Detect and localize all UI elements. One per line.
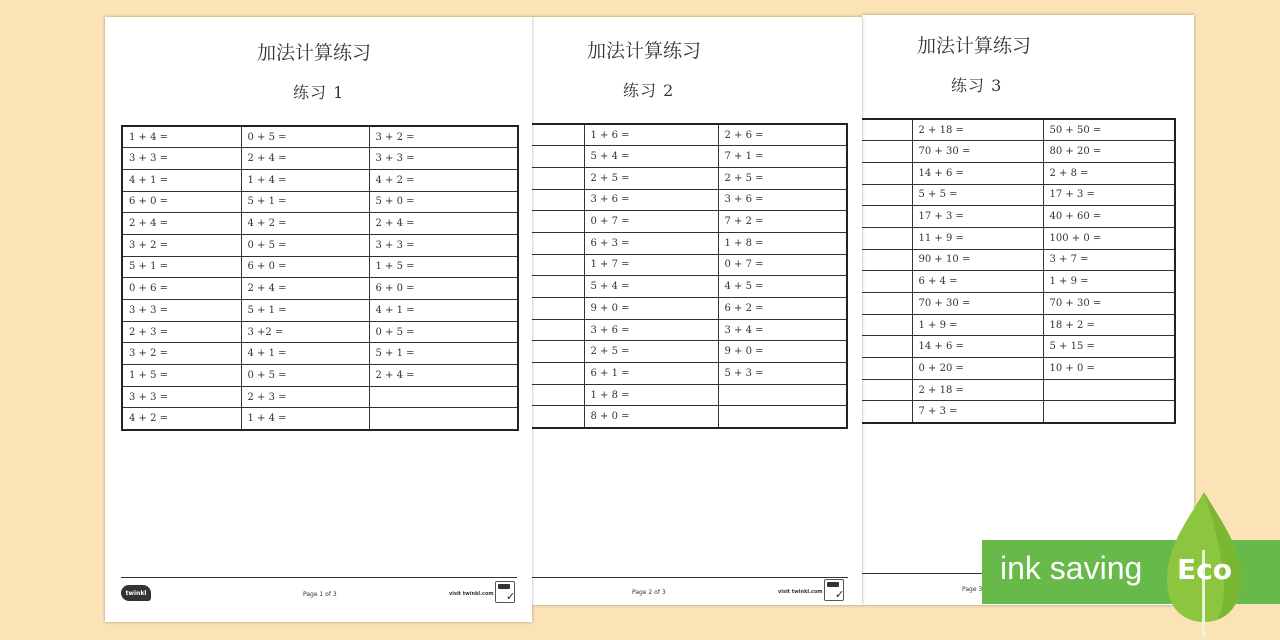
table-cell: 14 + 6 = <box>912 336 1043 358</box>
table-row <box>862 141 1175 163</box>
table-cell: 2 + 4 = <box>241 278 369 300</box>
exercise-table <box>121 125 519 431</box>
table-cell: 5 + 3 = <box>718 363 847 385</box>
table-cell <box>532 254 584 276</box>
table-cell <box>532 298 584 320</box>
table-cell: 3 + 2 = <box>369 126 518 148</box>
worksheet-page-2 <box>532 17 862 605</box>
table-cell: 4 + 2 = <box>241 213 369 235</box>
table-row <box>862 336 1175 358</box>
table-cell: 0 + 7 = <box>718 254 847 276</box>
table-cell: 3 + 6 = <box>718 189 847 211</box>
table-row <box>122 148 518 170</box>
table-cell <box>532 146 584 168</box>
table-cell: 2 + 18 = <box>912 119 1043 141</box>
table-row <box>122 321 518 343</box>
table-cell: 70 + 30 = <box>912 293 1043 315</box>
table-cell: 1 + 5 = <box>369 256 518 278</box>
table-cell <box>532 363 584 385</box>
table-cell: 1 + 4 = <box>122 126 241 148</box>
table-row <box>862 119 1175 141</box>
table-cell: 1 + 4 = <box>241 169 369 191</box>
table-cell <box>532 384 584 406</box>
table-cell: 0 + 5 = <box>241 234 369 256</box>
table-cell <box>1043 401 1175 423</box>
table-cell: 1 + 6 = <box>584 124 718 146</box>
table-cell: 3 + 6 = <box>584 319 718 341</box>
table-cell <box>369 386 518 408</box>
table-cell: 0 + 5 = <box>369 321 518 343</box>
table-cell: 3 + 7 = <box>1043 249 1175 271</box>
quality-badge-icon <box>495 581 515 603</box>
table-cell: 9 + 0 = <box>718 341 847 363</box>
table-cell: 4 + 2 = <box>122 408 241 430</box>
table-cell: 7 + 1 = <box>718 146 847 168</box>
table-cell: 5 + 1 = <box>241 300 369 322</box>
table-cell: 18 + 2 = <box>1043 314 1175 336</box>
table-row <box>122 278 518 300</box>
table-row <box>862 227 1175 249</box>
table-cell: 2 + 3 = <box>241 386 369 408</box>
ink-saving-label: ink saving <box>1000 550 1143 586</box>
table-cell: 70 + 30 = <box>1043 293 1175 315</box>
table-cell: 2 + 3 = <box>122 321 241 343</box>
exercise-subtitle: 练习 1 <box>293 83 345 102</box>
table-cell: 3 + 3 = <box>369 234 518 256</box>
table-cell: 9 + 0 = <box>584 298 718 320</box>
table-cell <box>532 406 584 428</box>
table-cell: 1 + 8 = <box>718 232 847 254</box>
table-cell: 90 + 10 = <box>912 249 1043 271</box>
table-row <box>122 365 518 387</box>
table-cell <box>862 184 912 206</box>
table-cell: 3 + 2 = <box>122 343 241 365</box>
table-cell: 2 + 4 = <box>241 148 369 170</box>
table-row <box>532 124 847 146</box>
table-cell: 6 + 1 = <box>584 363 718 385</box>
table-row <box>122 169 518 191</box>
table-row <box>532 406 847 428</box>
table-cell: 14 + 6 = <box>912 162 1043 184</box>
page-number: Page 2 of 3 <box>632 589 666 596</box>
table-cell <box>862 206 912 228</box>
table-row <box>862 314 1175 336</box>
table-cell: 1 + 8 = <box>584 384 718 406</box>
table-cell: 3 + 3 = <box>122 386 241 408</box>
table-cell <box>532 124 584 146</box>
table-cell <box>532 341 584 363</box>
table-row <box>532 384 847 406</box>
table-cell: 4 + 1 = <box>241 343 369 365</box>
table-cell: 3 + 4 = <box>718 319 847 341</box>
worksheet-page-3 <box>862 15 1194 605</box>
quality-badge-icon <box>824 579 844 601</box>
table-cell: 3 + 3 = <box>122 148 241 170</box>
table-cell: 4 + 2 = <box>369 169 518 191</box>
page-number: Page 3 <box>962 586 983 593</box>
table-cell: 6 + 3 = <box>584 232 718 254</box>
table-cell: 6 + 0 = <box>122 191 241 213</box>
table-cell <box>1043 379 1175 401</box>
table-cell: 0 + 5 = <box>241 365 369 387</box>
table-cell: 5 + 15 = <box>1043 336 1175 358</box>
table-cell: 80 + 20 = <box>1043 141 1175 163</box>
table-row <box>532 341 847 363</box>
table-row <box>122 256 518 278</box>
visit-link: visit twinkl.com <box>449 591 494 597</box>
table-cell: 10 + 0 = <box>1043 358 1175 380</box>
table-cell <box>532 189 584 211</box>
exercise-table <box>532 123 848 429</box>
table-row <box>122 300 518 322</box>
table-cell <box>862 271 912 293</box>
table-row <box>862 249 1175 271</box>
table-cell <box>718 406 847 428</box>
page-title: 加法计算练习 <box>587 40 702 62</box>
table-row <box>532 298 847 320</box>
table-cell: 2 + 4 = <box>369 213 518 235</box>
table-cell <box>369 408 518 430</box>
table-cell: 1 + 9 = <box>912 314 1043 336</box>
table-cell <box>862 314 912 336</box>
table-cell <box>532 319 584 341</box>
table-cell: 0 + 20 = <box>912 358 1043 380</box>
table-cell: 7 + 3 = <box>912 401 1043 423</box>
table-row <box>862 184 1175 206</box>
table-cell: 5 + 1 = <box>369 343 518 365</box>
table-cell: 7 + 2 = <box>718 211 847 233</box>
table-row <box>532 363 847 385</box>
table-cell: 3 + 6 = <box>584 189 718 211</box>
table-row <box>862 162 1175 184</box>
table-row <box>532 167 847 189</box>
table-row <box>532 276 847 298</box>
table-cell: 2 + 4 = <box>122 213 241 235</box>
table-cell: 0 + 7 = <box>584 211 718 233</box>
table-cell: 6 + 4 = <box>912 271 1043 293</box>
table-cell: 70 + 30 = <box>912 141 1043 163</box>
table-row <box>862 293 1175 315</box>
table-cell <box>532 167 584 189</box>
table-cell: 4 + 1 = <box>122 169 241 191</box>
table-row <box>122 386 518 408</box>
table-row <box>122 408 518 430</box>
table-row <box>862 401 1175 423</box>
exercise-table <box>862 118 1176 424</box>
table-row <box>532 232 847 254</box>
table-cell: 5 + 0 = <box>369 191 518 213</box>
table-cell <box>862 358 912 380</box>
table-cell: 0 + 6 = <box>122 278 241 300</box>
table-row <box>862 206 1175 228</box>
table-cell <box>862 141 912 163</box>
table-cell: 4 + 1 = <box>369 300 518 322</box>
table-row <box>122 213 518 235</box>
table-cell: 4 + 5 = <box>718 276 847 298</box>
table-cell: 17 + 3 = <box>912 206 1043 228</box>
table-cell <box>862 379 912 401</box>
table-cell: 40 + 60 = <box>1043 206 1175 228</box>
table-row <box>122 343 518 365</box>
visit-link: visit twinkl.com <box>778 589 823 595</box>
table-row <box>532 146 847 168</box>
table-cell: 50 + 50 = <box>1043 119 1175 141</box>
worksheet-page-1 <box>105 17 532 622</box>
table-cell: 6 + 0 = <box>241 256 369 278</box>
table-cell <box>532 276 584 298</box>
table-row <box>862 358 1175 380</box>
table-cell: 2 + 5 = <box>718 167 847 189</box>
table-cell: 3 + 2 = <box>122 234 241 256</box>
table-row <box>862 379 1175 401</box>
page-title: 加法计算练习 <box>917 35 1032 57</box>
table-cell: 2 + 5 = <box>584 341 718 363</box>
table-cell: 5 + 4 = <box>584 146 718 168</box>
table-cell: 1 + 5 = <box>122 365 241 387</box>
table-cell <box>862 293 912 315</box>
eco-badge-label: Eco <box>1177 553 1232 586</box>
table-cell <box>532 211 584 233</box>
table-row <box>862 271 1175 293</box>
table-row <box>532 319 847 341</box>
page-title: 加法计算练习 <box>257 42 372 64</box>
exercise-subtitle: 练习 3 <box>951 76 1003 95</box>
table-cell: 6 + 0 = <box>369 278 518 300</box>
table-row <box>122 234 518 256</box>
table-cell: 2 + 4 = <box>369 365 518 387</box>
table-row <box>532 211 847 233</box>
table-cell <box>862 162 912 184</box>
footer-rule <box>532 577 848 578</box>
table-cell <box>862 119 912 141</box>
table-cell: 3 + 3 = <box>122 300 241 322</box>
table-cell: 1 + 9 = <box>1043 271 1175 293</box>
table-cell: 0 + 5 = <box>241 126 369 148</box>
table-cell: 5 + 1 = <box>241 191 369 213</box>
table-cell: 2 + 8 = <box>1043 162 1175 184</box>
table-cell: 100 + 0 = <box>1043 227 1175 249</box>
exercise-subtitle: 练习 2 <box>623 81 675 100</box>
table-cell: 2 + 5 = <box>584 167 718 189</box>
table-row <box>122 126 518 148</box>
table-row <box>532 254 847 276</box>
table-cell: 5 + 4 = <box>584 276 718 298</box>
table-cell: 2 + 18 = <box>912 379 1043 401</box>
table-cell: 1 + 7 = <box>584 254 718 276</box>
table-cell: 6 + 2 = <box>718 298 847 320</box>
page-number: Page 1 of 3 <box>303 591 337 598</box>
table-cell: 17 + 3 = <box>1043 184 1175 206</box>
table-cell: 1 + 4 = <box>241 408 369 430</box>
table-cell: 3 +2 = <box>241 321 369 343</box>
table-cell: 11 + 9 = <box>912 227 1043 249</box>
table-cell: 2 + 6 = <box>718 124 847 146</box>
table-cell: 8 + 0 = <box>584 406 718 428</box>
table-cell <box>862 249 912 271</box>
table-cell: 5 + 5 = <box>912 184 1043 206</box>
table-row <box>122 191 518 213</box>
table-row <box>532 189 847 211</box>
table-cell <box>862 227 912 249</box>
table-cell <box>532 232 584 254</box>
footer-rule <box>121 577 517 578</box>
table-cell: 5 + 1 = <box>122 256 241 278</box>
table-cell <box>718 384 847 406</box>
twinkl-logo: twinkl <box>121 585 151 601</box>
table-cell <box>862 401 912 423</box>
table-cell <box>862 336 912 358</box>
table-cell: 3 + 3 = <box>369 148 518 170</box>
